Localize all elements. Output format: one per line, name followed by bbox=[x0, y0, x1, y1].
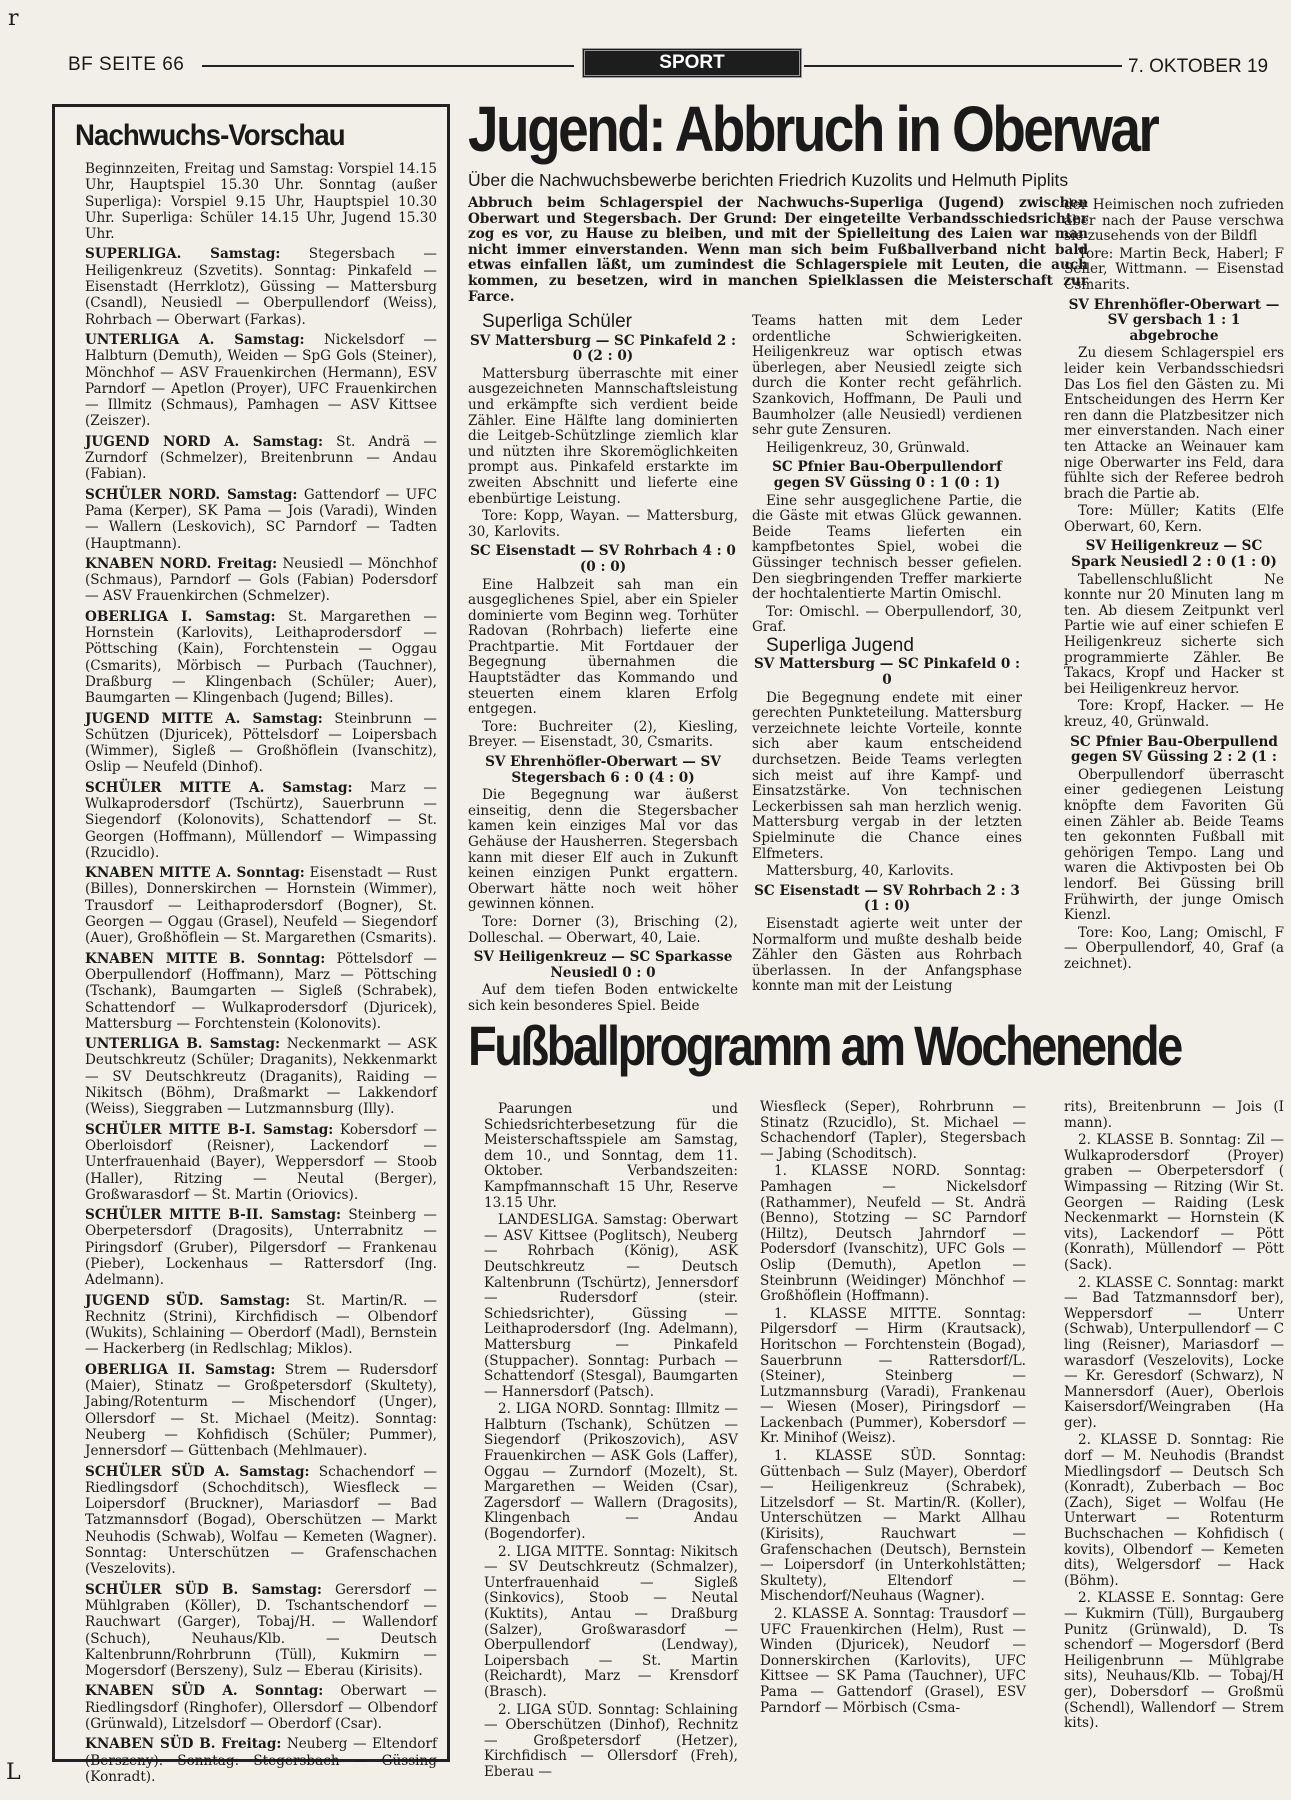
sidebar-paragraph bbox=[85, 1036, 437, 1117]
article-headline: Jugend: Abbruch in Oberwar bbox=[468, 93, 1158, 165]
paragraph: Teams hatten mit dem Leder ordentliche Schwierigkeiten. Heiligenkreuz war optisch etwas überlegen, aber Neusiedl zeigte sich durch die Konter recht gefährlich. Szankovich, Hoffmann, De Pauli und Baumholzer (alle Neusiedl) verdienen sehr gute Zensuren. bbox=[752, 313, 1022, 439]
sidebar-paragraph bbox=[85, 246, 437, 327]
fixture-text: St. Margarethen — Hornstein (Karlovits), Leithaprodersdorf — Pöttsching (Kain), Forchtenstein — Oggau (Csmarits), Mörbisch — Purbach (Tauchner), Draßburg — Klingenbach (Schüler; Auer), Baumgarten — Klingenbach (Jugend; Billes). bbox=[85, 608, 437, 707]
league-heading: UNTERLIGA A. Samstag: bbox=[85, 331, 305, 348]
page-corner-mark: r bbox=[8, 6, 19, 31]
league-heading: UNTERLIGA B. Samstag: bbox=[85, 1036, 280, 1053]
program-column-1 bbox=[484, 1102, 738, 1783]
match-heading: SV Mattersburg — SC Pinkafeld 2 : 0 (2 : 0) bbox=[469, 332, 737, 365]
paragraph: 2. LIGA MITTE. Sonntag: Nikitsch — SV Deutschkreutz (Schmalzer), Unterfrauenhaid — Sigleß (Sinkovics), Stoob — Neutal (Kuktits), Antau — Draßburg (Salzer), Großwarasdorf — Oberpullendorf (Lendway), Loipersbach — St. Martin (Reichardt), Marz — Krensdorf (Brasch). bbox=[484, 1543, 738, 1700]
fixture-text: Pöttelsdorf — Oberpullendorf (Hoffmann), Marz — Pöttsching (Tschank), Baumgarten — Sigleß (Schrabek), Schattendorf — Wulkaprodersdorf (Djuricek), Mattersburg — Forchtenstein (Kolonovits). bbox=[85, 950, 437, 1032]
league-heading: KNABEN SÜD A. Sonntag: bbox=[85, 1683, 324, 1700]
league-heading: KNABEN SÜD B. Freitag: bbox=[85, 1736, 282, 1753]
paragraph: Auf dem tiefen Boden entwickelte sich kein besonderes Spiel. Beide bbox=[468, 982, 738, 1014]
paragraph: Mattersburg überraschte mit einer ausgezeichneten Mannschaftsleistung und erkämpfte sich verdient beide Zähler. Eine Hälfte lang dominierten die Leitgeb-Schützlinge ziemlich klar und nützten ihre Skoremöglichkeiten prompt aus. Pinkafeld erstarkte im zweiten Abschnitt und lieferte eine ebenbürtige Leistung. bbox=[468, 365, 738, 507]
article-column-1 bbox=[468, 311, 738, 1017]
sidebar-box bbox=[52, 104, 450, 1785]
fixture-text: Steinbrunn — Schützen (Djuricek), Pöttelsdorf — Loipersbach (Wimmer), Sigleß — Großhöflein (Ivanschitz), Oslip — Neufeld (Dinhof). bbox=[85, 710, 437, 776]
fixture-text: Strem — Rudersdorf (Maier), Stinatz — Großpetersdorf (Skultety), Jabing/Rotenturm — Mischendorf (Unger), Ollersdorf — St. Michael (Meitz). Sonntag: Neuberg — Kohfidisch (Schüler; Pummer), Jennersdorf — Güttenbach (Mehlmauer). bbox=[85, 1361, 437, 1460]
header-rule-left bbox=[202, 65, 574, 67]
program-column-2 bbox=[760, 1100, 1026, 1718]
fixture-text: Oberwart — Riedlingsdorf (Ringhofer), Ollersdorf — Olbendorf (Grünwald), Litzelsdorf — Oberdorf (Csar). bbox=[85, 1683, 438, 1733]
paragraph: Tore: Koo, Lang; Omischl, F — Oberpullendorf, 40, Graf (a zeichnet). bbox=[1064, 924, 1284, 972]
sidebar-paragraph bbox=[85, 951, 437, 1032]
sidebar-paragraph bbox=[85, 556, 437, 605]
paragraph: 2. KLASSE C. Sonntag: markt — Bad Tatzmannsdorf ber), Weppersdorf — Unterr (Schwab), Unterpullendorf — C ling (Reisner), Mariasdorf — warasdorf (Veszelovits), Locke — Kr. Geresdorf (Schwarz), N Mannersdorf (Auer), Oberlois Kaisersdorf/Weingraben (Ha ger). bbox=[1064, 1274, 1284, 1431]
league-heading: KNABEN NORD. Freitag: bbox=[85, 555, 278, 572]
league-heading: SCHÜLER MITTE A. Samstag: bbox=[85, 779, 353, 796]
match-heading: SC Pfnier Bau-Oberpullendorf gegen SV Güssing 0 : 1 (0 : 1) bbox=[772, 459, 1002, 491]
sidebar-paragraph bbox=[85, 1207, 437, 1288]
paragraph: Tabellenschlußlicht Ne konnte nur 20 Minuten lang m ten. Ab diesem Zeitpunkt verl Partie wie auf einer schiefen E Heiligenkreuz sicherte sich programmierte Zähler. Be Takacs, Kropf und Hacker st bei Heiligenkreuz hervor. bbox=[1064, 571, 1284, 697]
paragraph: Tor: Omischl. — Oberpullendorf, 30, Graf. bbox=[752, 603, 1022, 636]
paragraph: Die Begegnung endete mit einer gerechten Punkteteilung. Mattersburg verzeichnete leichte Vorteile, konnte sich aber kaum entscheidend durchsetzen. Beide Teams verlegten sich meist auf ihre Kampf- und Einsatzstärke. Von technischen Leckerbissen sah man herzlich wenig. Mattersburg vergab in der letzten Spielminute die Chance eines Elfmeters. bbox=[752, 689, 1022, 862]
match-heading: SV Heiligenkreuz — SC Sparkasse Neusiedl 0 : 0 bbox=[473, 949, 733, 981]
sidebar-paragraph bbox=[85, 434, 437, 483]
fixture-text: Stegersbach — Heiligenkreuz (Szvetits). Sonntag: Pinkafeld — Eisenstadt (Herrklotz), Güssing — Mattersburg (Csandl), Neusiedl — Oberpullendorf (Weiss), Rohrbach — Oberwart (Farkas). bbox=[85, 246, 437, 328]
match-heading: SC Eisenstadt — SV Rohrbach 2 : 3 (1 : 0) bbox=[754, 882, 1020, 915]
fixture-text: Neusiedl — Mönchhof (Schmaus), Parndorf — Gols (Fabian) Podersdorf — ASV Frauenkirchen (Schmelzer). bbox=[85, 555, 437, 605]
match-heading: SC Eisenstadt — SV Rohrbach 4 : 0 (0 : 0) bbox=[470, 543, 736, 575]
league-heading: JUGEND MITTE A. Samstag: bbox=[85, 710, 323, 727]
fixture-text: Steinberg — Oberpetersdorf (Dragosits), Unterrabnitz — Piringsdorf (Gruber), Pilgersdorf — Frankenau (Pieber), Lockenhaus — Rattersdorf (Ing. Adelmann). bbox=[85, 1207, 438, 1289]
section-heading: Superliga Schüler bbox=[482, 311, 632, 332]
paragraph: Eisenstadt agierte weit unter der Normalform und mußte deshalb beide Zähler den Gästen aus Rohrbach überlassen. In der Anfangsphase konnte man mit der Leistung bbox=[752, 915, 1022, 995]
sidebar-paragraph bbox=[85, 487, 437, 552]
sidebar-paragraph bbox=[85, 609, 437, 707]
match-heading: SV Ehrenhöfler-Oberwart — SV gersbach 1 : 1 abgebroche bbox=[1068, 296, 1280, 344]
paragraph: Tore: Martin Beck, Haberl; F Seiler, Wittmann. — Eisenstad Csmarits. bbox=[1064, 245, 1284, 293]
issue-date: 7. OKTOBER 19 bbox=[1128, 56, 1269, 77]
league-heading: OBERLIGA I. Samstag: bbox=[85, 608, 276, 625]
sidebar-paragraph bbox=[85, 1683, 437, 1732]
fixture-text: St. Andrä — Zurndorf (Schmelzer), Breitenbrunn — Andau (Fabian). bbox=[85, 433, 438, 483]
league-heading: JUGEND SÜD. Samstag: bbox=[85, 1292, 291, 1309]
page-corner-mark-bottom: L bbox=[6, 1760, 21, 1785]
league-heading: JUGEND NORD A. Samstag: bbox=[85, 433, 324, 450]
sidebar-paragraph bbox=[85, 1362, 437, 1460]
paragraph: der Heimischen noch zufrieden aber nach der Pause verschwa sie zusehends von der Bildfl bbox=[1064, 198, 1284, 245]
fixture-text: Eisenstadt — Rust (Billes), Donnerskirchen — Hornstein (Wimmer), Trausdorf — Leithaprodersdorf (Bogner), St. Georgen — Oggau (Grasel), Neufeld — Siegendorf (Auer), Großhöflein — St. Margarethen (Csmarits). bbox=[85, 865, 437, 947]
league-heading: KNABEN MITTE B. Sonntag: bbox=[85, 950, 326, 967]
sidebar-paragraph bbox=[85, 1122, 437, 1203]
paragraph: Zu diesem Schlagerspiel ers leider kein Verbandsschiedsri Das Los fiel den Gästen zu. Mi Entscheidungen des Herrn Ker ren dann die Platzbesitzer nich mer einverstanden. Nach einer ten Attacke an Weinauer kam nige Oberwarter ins Feld, dara fühlte sich der Referee bedroh brach die Partie ab. bbox=[1064, 345, 1284, 502]
league-heading: OBERLIGA II. Samstag: bbox=[85, 1361, 276, 1378]
program-headline: Fußballprogramm am Wochenende bbox=[468, 1014, 1181, 1077]
fixture-text: Gerersdorf — Mühlgraben (Köller), D. Tschantschendorf — Rauchwart (Garger), Tobaj/H. — Wallendorf (Schuch), Neuhaus/Klb. — Deutsch Kaltenbrunn/Rohrbrunn (Tüll), Kukmirn — Mogersdorf (Berszeny), Sulz — Eberau (Kirisits). bbox=[85, 1581, 437, 1680]
match-heading: SV Heiligenkreuz — SC Spark Neusiedl 2 : 0 (1 : 0) bbox=[1071, 538, 1277, 571]
sidebar-paragraph bbox=[85, 865, 437, 946]
paragraph: rits), Breitenbrunn — Jois (I mann). bbox=[1064, 1100, 1284, 1131]
paragraph: 2. KLASSE B. Sonntag: Zil — Wulkaprodersdorf (Proyer) graben — Oberpetersdorf ( Wimpassing — Ritzing (Wir St. Georgen — Raiding (Lesk Neckenmarkt — Hornstein (K vits), Lackendorf — Pött (Konrath), Müllendorf — Pött (Sack). bbox=[1064, 1132, 1284, 1273]
paragraph: Paarungen und Schiedsrichterbesetzung für die Meisterschaftsspiele am Samstag, dem 10., und Sonntag, dem 11. Oktober. Verbandszeiten: Kampfmannschaft 15 Uhr, Reserve 13.15 Uhr. bbox=[484, 1101, 738, 1211]
section-badge: SPORT bbox=[582, 48, 802, 78]
paragraph: Heiligenkreuz, 30, Grünwald. bbox=[766, 439, 970, 456]
sidebar-body bbox=[85, 161, 437, 1789]
fixture-text: Nickelsdorf — Halbturn (Demuth), Weiden — SpG Gols (Steiner), Mönchhof — ASV Frauenkirchen (Hermann), ESV Parndorf — Apetlon (Proyer), UFC Frauenkirchen — Illmitz (Schmaus), Pamhagen — ASV Kittsee (Zeiszer). bbox=[85, 331, 437, 430]
article-column-2 bbox=[752, 314, 1022, 997]
paragraph: Eine sehr ausgeglichene Partie, die die Gäste mit etwas Glück gewannen. Beide Teams lieferten ein kampfbetontes Spiel, wobei die Güssinger technisch besser gefielen. Den siegbringenden Treffer markierte der hochtalentierte Martin Omischl. bbox=[752, 492, 1022, 603]
paragraph: 1. KLASSE NORD. Sonntag: Pamhagen — Nickelsdorf (Rathammer), Neufeld — St. Andrä (Benno), Stotzing — SC Parndorf (Hiltz), Deutsch Jahrndorf — Podersdorf (Ivanschitz), UFC Gols — Oslip (Demuth), Apetlon — Steinbrunn (Weidinger) Mönchhof — Großhöflein (Hoffmann). bbox=[760, 1163, 1026, 1305]
article-column-3 bbox=[1064, 198, 1284, 1018]
match-heading: SV Mattersburg — SC Pinkafeld 0 : 0 bbox=[753, 656, 1021, 689]
paragraph: Mattersburg, 40, Karlovits. bbox=[766, 863, 954, 880]
paragraph: Tore: Kopp, Wayan. — Mattersburg, 30, Karlovits. bbox=[468, 508, 738, 540]
league-heading: SCHÜLER MITTE B-II. Samstag: bbox=[85, 1207, 342, 1224]
article-subheadline: Über die Nachwuchsbewerbe berichten Friedrich Kuzolits und Helmuth Piplits bbox=[468, 170, 1069, 190]
paragraph: Wiesfleck (Seper), Rohrbrunn — Stinatz (Rzucidlo), St. Michael — Schachendorf (Tapler), Stegersbach — Jabing (Schoditsch). bbox=[760, 1099, 1026, 1162]
paragraph: 2. KLASSE E. Sonntag: Gere — Kukmirn (Tüll), Burgauberg Punitz (Grünwald), D. Ts schendorf — Mogersdorf (Berd Heiligenbrunn — Mühlgrabe sits), Neuhaus/Klb. — Tobaj/H ger), Dobersdorf — Großmü (Schendl), Wallendorf — Strem kits). bbox=[1064, 1590, 1284, 1732]
sidebar-paragraph bbox=[85, 1582, 437, 1680]
fixture-text: Beginnzeiten, Freitag und Samstag: Vorspiel 14.15 Uhr, Hauptspiel 15.30 Uhr. Sonntag (außer Superliga): Vorspiel 9.15 Uhr, Hauptspiel 10.30 Uhr. Superliga: Schüler 14.15 Uhr, Jugend 15.30 Uhr. bbox=[85, 161, 437, 243]
match-heading: SC Pfnier Bau-Oberpullend gegen SV Güssing 2 : 2 (1 : bbox=[1070, 733, 1278, 766]
league-heading: SCHÜLER NORD. Samstag: bbox=[85, 486, 298, 503]
page-header bbox=[60, 44, 1291, 84]
fixture-text: Schachendorf — Riedlingsdorf (Schochditsch), Wiesfleck — Loipersdorf (Bruckner), Mariasdorf — Bad Tatzmannsdorf (Bogad), Oberschützen — Markt Neuhodis (Schwab), Wolfau — Kemeten (Wagner). Sonntag: Unterschützen — Grafenschachen (Veszelovits). bbox=[85, 1463, 438, 1578]
fixture-text: Neuberg — Eltendorf (Berszeny). Sonntag: Stegersbach — Güssing (Konradt). bbox=[85, 1736, 437, 1785]
header-rule-right bbox=[804, 65, 1122, 67]
paragraph: 1. KLASSE MITTE. Sonntag: Pilgersdorf — Hirm (Krautsack), Horitschon — Forchtenstein (Bogad), Sauerbrunn — Rattersdorf/L. (Steiner), Steinberg — Lutzmannsburg (Varadi), Frankenau — Wiesen (Moser), Piringsdorf — Lackenbach (Pummer), Kobersdorf — Kr. Minihof (Weisz). bbox=[760, 1305, 1026, 1447]
paragraph: LANDESLIGA. Samstag: Oberwart — ASV Kittsee (Poglitsch), Neuberg — Rohrbach (König), ASK Deutschkreutz — Deutsch Kaltenbrunn (Tschürtz), Jennersdorf — Rudersdorf (steir. Schiedsrichter), Güssing — Leithaprodersdorf (Ing. Adelmann), Mattersburg — Pinkafeld (Stuppacher). Sonntag: Purbach — Schattendorf (Stesgal), Baumgarten — Hannersdorf (Patsch). bbox=[484, 1212, 738, 1400]
paragraph: Oberpullendorf überrascht einer gediegenen Leistung knöpfte dem Favoriten Gü einen Zähler ab. Beide Teams ten gekonnten Fußball mit gehörigen Tempo. Lang und waren die Aktivposten bei Ob lendorf. Bei Güssing brill Frühwirth, der junge Omisch Kienzl. bbox=[1064, 766, 1284, 924]
league-heading: SCHÜLER SÜD B. Samstag: bbox=[85, 1581, 322, 1598]
page-number: BF SEITE 66 bbox=[68, 54, 185, 75]
fixture-text: Neckenmarkt — ASK Deutschkreutz (Schüler; Draganits), Nekkenmarkt — SV Deutschkreutz (Draganits), Raiding — Nikitsch (Böhm), Draßmarkt — Lakkendorf (Weiss), Sieggraben — Lutzmannsburg (Illy). bbox=[85, 1036, 437, 1118]
sidebar-title: Nachwuchs-Vorschau bbox=[75, 119, 345, 152]
article-lead: Abbruch beim Schlagerspiel der Nachwuchs-Superliga (Jugend) zwischen Oberwart und Stegersbach. Der Grund: Der eingeteilte Verbandsschiedsrichter zog es vor, zu Hause zu bleiben, und mit der Spielleitung des Laien war man nicht immer einverstanden. Wenn man sich beim Fußballverband nicht bald etwas einfallen läßt, um zumindest die Schlagerspiele mit Leuten, die auch kommen, zu besetzen, wird in manchen Spielklassen die Meisterschaft zur Farce. bbox=[468, 195, 1088, 305]
paragraph: Tore: Buchreiter (2), Kiesling, Breyer. — Eisenstadt, 30, Csmarits. bbox=[468, 718, 738, 751]
fixture-text: Marz — Wulkaprodersdorf (Tschürtz), Sauerbrunn — Siegendorf (Kolonovits), Schattendorf — St. Georgen (Hoffmann), Müllendorf — Wimpassing (Rzucidlo). bbox=[85, 779, 437, 861]
league-heading: SCHÜLER SÜD A. Samstag: bbox=[85, 1463, 310, 1480]
paragraph: 2. LIGA SÜD. Sonntag: Schlaining — Oberschützen (Dinhof), Rechnitz — Großpetersdorf (Hetzer), Kirchfidisch — Ollersdorf (Freh), Eberau — bbox=[484, 1701, 738, 1780]
sidebar-paragraph bbox=[85, 332, 437, 430]
sidebar-paragraph bbox=[85, 711, 437, 776]
fixture-text: Kobersdorf — Oberloisdorf (Reisner), Lackendorf — Unterfrauenhaid (Bayer), Weppersdorf — Stoob (Haller), Ritzing — Neutal (Berger), Großwarasdorf — St. Martin (Oriovics). bbox=[85, 1121, 437, 1203]
paragraph: 2. LIGA NORD. Sonntag: Illmitz — Halbturn (Tschank), Schützen — Siegendorf (Prikoszovich), ASV Frauenkirchen — ASK Gols (Laffer), Oggau — Zurndorf (Mozelt), St. Margarethen — Weiden (Csar), Zagersdorf — Wallern (Dragosits), Klingenbach — Andau (Bogendorfer). bbox=[484, 1401, 738, 1543]
sidebar-paragraph bbox=[85, 780, 437, 861]
sidebar-paragraph bbox=[85, 1293, 437, 1358]
section-heading: Superliga Jugend bbox=[766, 634, 914, 656]
match-heading: SV Ehrenhöfler-Oberwart — SV Stegersbach 6 : 0 (4 : 0) bbox=[485, 754, 721, 786]
paragraph: Die Begegnung war äußerst einseitig, denn die Stegersbacher kamen kein einziges Mal vor das Gehäuse der Hausherren. Stegersbach kann mit dieser Elf auch in Zukunft keinen einzigen Punkt ergattern. Oberwart hätte noch weit höher gewinnen können. bbox=[468, 787, 738, 913]
league-heading: SUPERLIGA. Samstag: bbox=[85, 246, 281, 263]
sidebar-paragraph bbox=[85, 1464, 437, 1578]
paragraph: 1. KLASSE SÜD. Sonntag: Güttenbach — Sulz (Mayer), Oberdorf — Heiligenkreuz (Schrabek), Litzelsdorf — St. Martin/R. (Koller), Unterschützen — Markt Allhau (Kirisits), Rauchwart — Grafenschachen (Deutsch), Bernstein — Loipersdorf (in Unterkohlstätten; Skultety), Eltendorf — Mischendorf/Neuhaus (Wagner). bbox=[760, 1448, 1026, 1605]
paragraph: 2. KLASSE A. Sonntag: Trausdorf — UFC Frauenkirchen (Helm), Rust — Winden (Djuricek), Neudorf — Donnerskirchen (Karlovits), UFC Kittsee — SK Pama (Tauchner), UFC Pama — Gattendorf (Grasel), ESV Parndorf — Mörbisch (Csma- bbox=[760, 1606, 1026, 1716]
paragraph: Eine Halbzeit sah man ein ausgeglichenes Spiel, aber ein Spieler dominierte vom Beginn weg. Torhüter Radovan (Rohrbach) lieferte eine Prachtpartie. Mit Fortdauer der Begegnung übernahmen die Hauptstädter das Kommando und steuerten einem klaren Erfolg entgegen. bbox=[468, 576, 738, 718]
paragraph: Tore: Dorner (3), Brisching (2), Dolleschal. — Oberwart, 40, Laie. bbox=[468, 913, 738, 946]
fixture-text: Gattendorf — UFC Pama (Kerper), SK Pama — Jois (Varadi), Winden — Wallern (Leskovich), SC Parndorf — Tadten (Hauptmann). bbox=[85, 486, 438, 552]
program-column-3 bbox=[1064, 1100, 1284, 1760]
paragraph: Tore: Müller; Katits (Elfe Oberwart, 60, Kern. bbox=[1064, 503, 1284, 535]
sidebar-paragraph bbox=[85, 1736, 437, 1785]
paragraph: 2. KLASSE D. Sonntag: Rie dorf — M. Neuhodis (Brandst Miedlingsdorf — Deutsch Sch (Konradt), Zuberbach — Boc (Zach), Siget — Wolfau (He Unterwart — Rotenturm Buchschachen — Kohfidisch ( kovits), Olbendorf — Kemeten dits), Welgersdorf — Hack (Böhm). bbox=[1064, 1432, 1284, 1589]
paragraph: Tore: Kropf, Hacker. — He kreuz, 40, Grünwald. bbox=[1064, 698, 1284, 730]
league-heading: SCHÜLER MITTE B-I. Samstag: bbox=[85, 1121, 334, 1138]
fixture-text: St. Martin/R. — Rechnitz (Strini), Kirchfidisch — Olbendorf (Wukits), Schlaining — Oberdorf (Madl), Bernstein — Hackerberg (in Redlschlag; Miklos). bbox=[85, 1292, 437, 1358]
league-heading: KNABEN MITTE A. Sonntag: bbox=[85, 865, 305, 882]
sidebar-paragraph bbox=[85, 161, 437, 242]
